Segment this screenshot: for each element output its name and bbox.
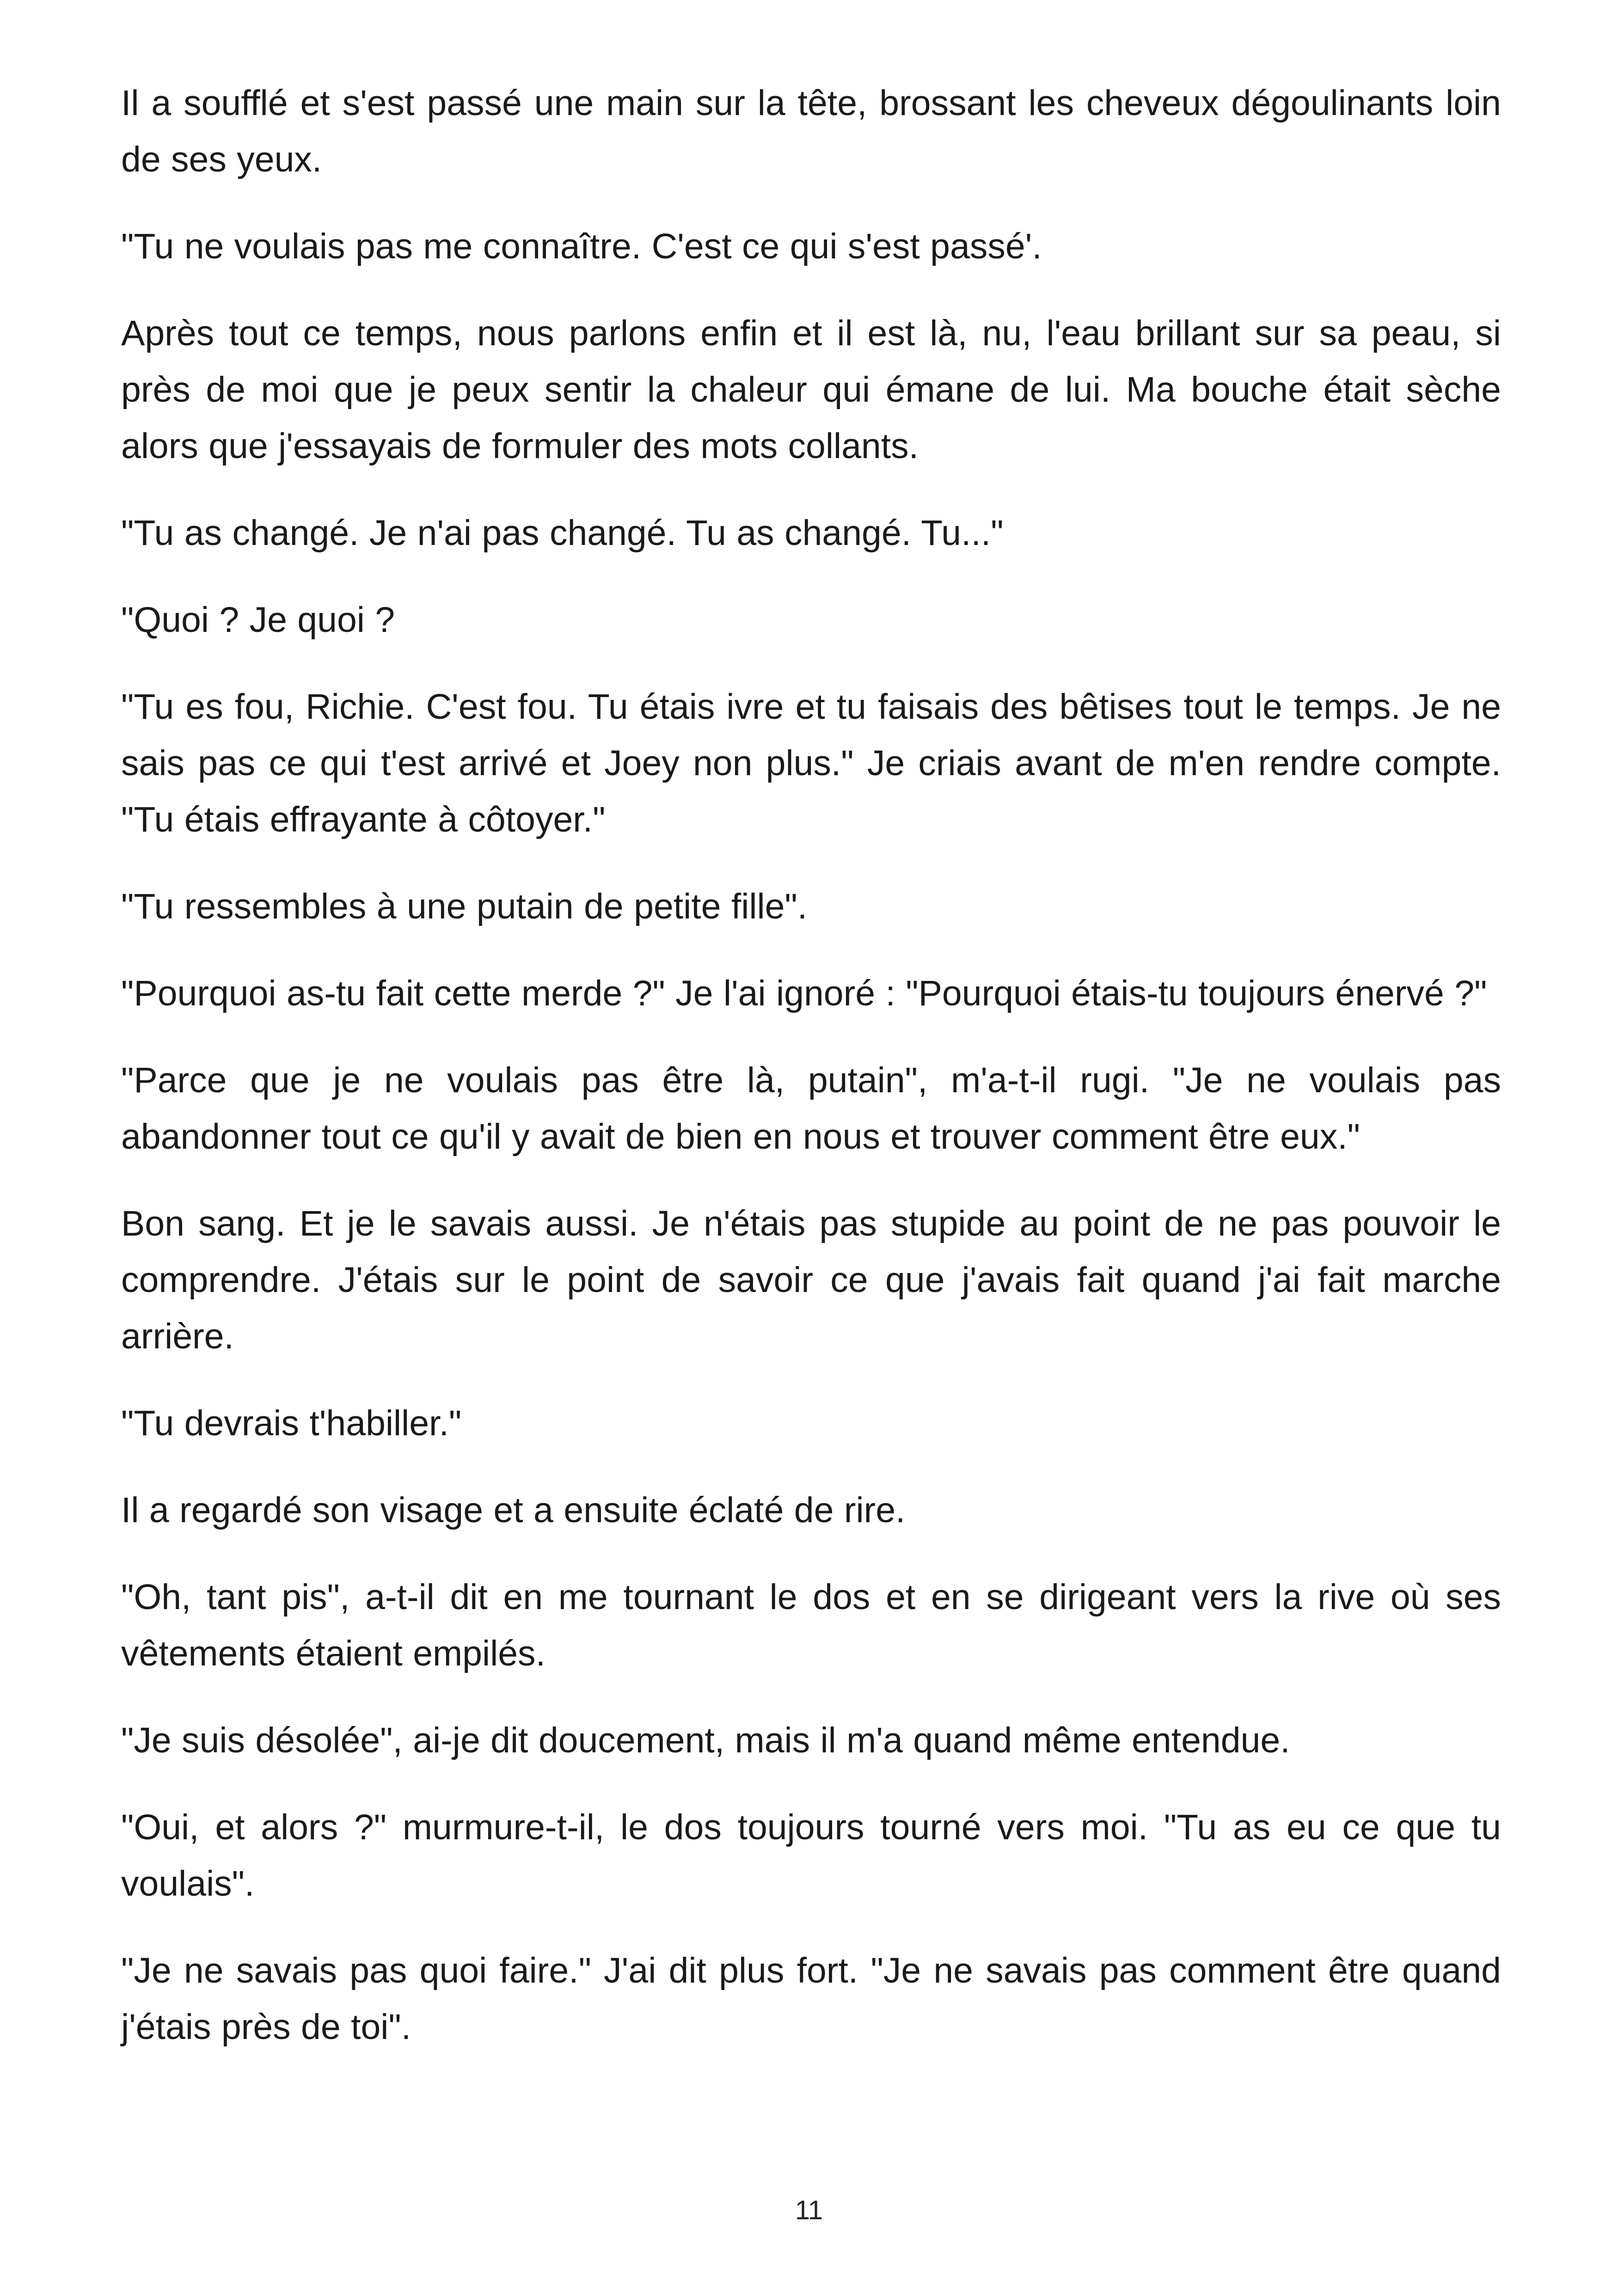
paragraph: Il a soufflé et s'est passé une main sur la tête, brossant les cheveux dégoulinants loin de ses yeux. [121,83,1501,179]
paragraph: Après tout ce temps, nous parlons enfin et il est là, nu, l'eau brillant sur sa peau, si près de moi que je peux sentir la chaleur qui émane de lui. Ma bouche était sèche alors que j'essayais de formuler des mots collants. [121,313,1501,466]
paragraph: "Oui, et alors ?" murmure-t-il, le dos toujours tourné vers moi. "Tu as eu ce que tu voulais". [121,1807,1501,1904]
paragraph: Bon sang. Et je le savais aussi. Je n'étais pas stupide au point de ne pas pouvoir le comprendre. J'étais sur le point de savoir ce que j'avais fait quand j'ai fait marche arrière. [121,1204,1501,1356]
paragraph: "Oh, tant pis", a-t-il dit en me tournant le dos et en se dirigeant vers la rive où ses vêtements étaient empilés. [121,1577,1501,1673]
paragraph: "Tu as changé. Je n'ai pas changé. Tu as changé. Tu..." [121,513,1004,553]
paragraph: "Je suis désolée", ai-je dit doucement, mais il m'a quand même entendue. [121,1720,1290,1760]
paragraph: "Tu ressembles à une putain de petite fille". [121,887,808,926]
paragraph: "Quoi ? Je quoi ? [121,600,395,640]
paragraph: "Pourquoi as-tu fait cette merde ?" Je l'ai ignoré : "Pourquoi étais-tu toujours énervé ?" [121,974,1487,1013]
paragraph: "Tu es fou, Richie. C'est fou. Tu étais ivre et tu faisais des bêtises tout le temps. Je ne sais pas ce qui t'est arrivé et Joey non plus." Je criais avant de m'en rendre compte. "Tu étais effrayante à côtoyer." [121,687,1501,839]
page-number: 11 [795,2195,823,2225]
page-body [121,75,1501,2086]
paragraph: Il a regardé son visage et a ensuite éclaté de rire. [121,1490,906,1530]
paragraph: "Tu ne voulais pas me connaître. C'est ce qui s'est passé'. [121,227,1042,266]
paragraph: "Tu devrais t'habiller." [121,1403,462,1443]
paragraph: "Parce que je ne voulais pas être là, putain", m'a-t-il rugi. "Je ne voulais pas abandonner tout ce qu'il y avait de bien en nous et trouver comment être eux." [121,1060,1501,1157]
paragraph: "Je ne savais pas quoi faire." J'ai dit plus fort. "Je ne savais pas comment être quand j'étais près de toi". [121,1951,1501,2047]
